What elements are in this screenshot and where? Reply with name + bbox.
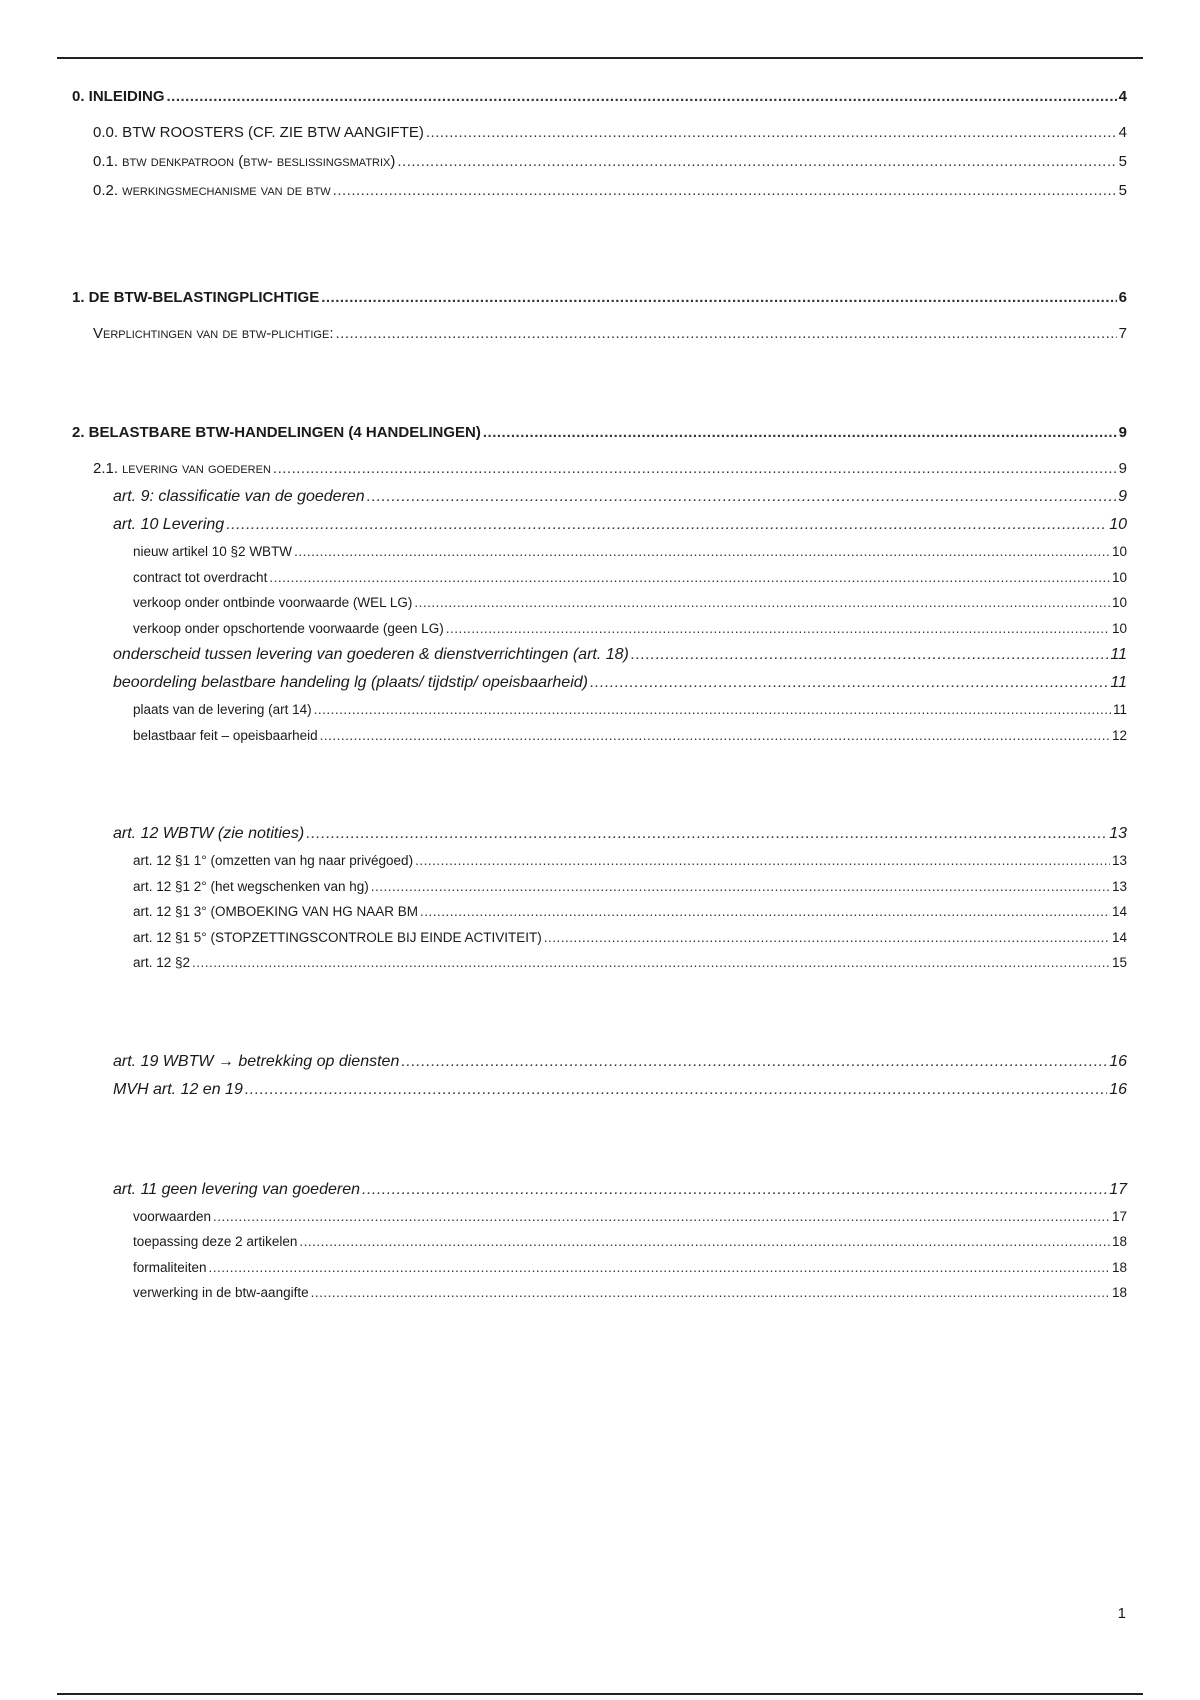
dot-leader bbox=[631, 641, 1109, 669]
dot-leader bbox=[371, 874, 1110, 900]
toc-entry-label: toepassing deze 2 artikelen bbox=[133, 1234, 298, 1249]
toc-entry-label: art. 11 geen levering van goederen bbox=[113, 1180, 360, 1198]
toc-entry[interactable] bbox=[72, 319, 1127, 348]
toc-entry-label: nieuw artikel 10 §2 WBTW bbox=[133, 544, 293, 559]
toc-entry-label: belastbaar feit – opeisbaarheid bbox=[133, 727, 318, 743]
dot-leader bbox=[415, 848, 1110, 874]
dot-leader bbox=[320, 723, 1110, 749]
toc-entry[interactable] bbox=[72, 950, 1127, 976]
toc-entry-label: art. 12 §1 2° (het wegschenken van hg) bbox=[133, 878, 369, 894]
toc-entry[interactable] bbox=[72, 899, 1127, 925]
dot-leader bbox=[213, 1204, 1110, 1230]
toc-entry-page: 4 bbox=[1118, 88, 1127, 105]
dot-leader bbox=[401, 1048, 1107, 1076]
toc-entry-page: 9 bbox=[1118, 424, 1127, 441]
dot-leader bbox=[446, 616, 1110, 642]
toc-entry[interactable] bbox=[72, 697, 1127, 723]
toc-entry[interactable] bbox=[72, 925, 1127, 951]
toc-entry[interactable] bbox=[72, 1076, 1127, 1104]
toc-entry-page: 9 bbox=[1118, 460, 1127, 477]
toc-entry-page: 5 bbox=[1118, 182, 1127, 199]
toc-entry-label: 0.0. BTW ROOSTERS (CF. ZIE BTW AANGIFTE) bbox=[93, 124, 424, 141]
toc-entry-page: 10 bbox=[1111, 595, 1127, 610]
toc-entry-page: 14 bbox=[1111, 904, 1127, 919]
dot-leader bbox=[209, 1255, 1110, 1281]
toc-entry-label: art. 12 §1 1° (omzetten van hg naar privégoed) bbox=[133, 853, 414, 868]
toc-entry-label: art. 9: classificatie van de goederen bbox=[113, 488, 365, 505]
toc-entry-label: art. 12 §1 3° (OMBOEKING VAN HG NAAR BM bbox=[133, 904, 418, 919]
dot-leader bbox=[306, 820, 1107, 848]
toc-entry[interactable] bbox=[72, 1229, 1127, 1255]
toc-entry-page: 10 bbox=[1111, 569, 1127, 585]
toc-entry-page: 10 bbox=[1109, 516, 1127, 533]
toc-entry[interactable] bbox=[72, 1048, 1127, 1076]
dot-leader bbox=[397, 147, 1116, 176]
dot-leader bbox=[483, 420, 1117, 446]
dot-leader bbox=[336, 319, 1117, 348]
toc-entry-page: 16 bbox=[1109, 1052, 1127, 1070]
toc-entry[interactable] bbox=[72, 118, 1127, 147]
toc-entry[interactable] bbox=[72, 1176, 1127, 1204]
toc-entry-label: onderscheid tussen levering van goederen & dienstverrichtingen (art. 18) bbox=[113, 646, 629, 663]
toc-entry-label: voorwaarden bbox=[133, 1208, 212, 1224]
toc-entry-label: art. 19 WBTW → betrekking op diensten bbox=[113, 1052, 400, 1070]
dot-leader bbox=[245, 1076, 1107, 1104]
dot-leader bbox=[590, 669, 1108, 697]
toc-entry-page: 9 bbox=[1118, 488, 1127, 505]
toc-entry[interactable] bbox=[72, 483, 1127, 511]
toc-entry-page: 6 bbox=[1118, 289, 1127, 306]
toc-entry-label: 2. BELASTBARE BTW-HANDELINGEN (4 HANDELINGEN) bbox=[72, 424, 481, 441]
toc-entry[interactable] bbox=[72, 420, 1127, 446]
dot-leader bbox=[420, 899, 1110, 925]
toc-entry-label: art. 12 §2 bbox=[133, 955, 191, 970]
dot-leader bbox=[362, 1176, 1107, 1204]
dot-leader bbox=[414, 590, 1110, 616]
toc-entry[interactable] bbox=[72, 616, 1127, 642]
dot-leader bbox=[192, 950, 1110, 976]
toc-entry-page: 10 bbox=[1111, 620, 1127, 636]
dot-leader bbox=[299, 1229, 1110, 1255]
toc-entry[interactable] bbox=[72, 723, 1127, 749]
toc-entry-label: verkoop onder ontbinde voorwaarde (WEL LG) bbox=[133, 595, 413, 610]
toc-entry-label: 0.1. btw denkpatroon (btw- beslissingsmatrix) bbox=[93, 153, 396, 170]
toc-entry[interactable] bbox=[72, 669, 1127, 697]
toc-entry-page: 5 bbox=[1118, 153, 1127, 170]
toc-entry[interactable] bbox=[72, 565, 1127, 591]
dot-leader bbox=[311, 1280, 1110, 1306]
toc-entry[interactable] bbox=[72, 285, 1127, 311]
toc-entry-label: beoordeling belastbare handeling lg (plaats/ tijdstip/ opeisbaarheid) bbox=[113, 674, 588, 691]
toc-entry[interactable] bbox=[72, 641, 1127, 669]
header-rule bbox=[57, 57, 1143, 59]
toc-entry-label: contract tot overdracht bbox=[133, 569, 268, 585]
toc-entry-page: 18 bbox=[1111, 1259, 1127, 1275]
toc-entry[interactable] bbox=[72, 820, 1127, 848]
toc-entry-label: verwerking in de btw-aangifte bbox=[133, 1285, 309, 1300]
toc-entry-label: verkoop onder opschortende voorwaarde (geen LG) bbox=[133, 620, 444, 636]
dot-leader bbox=[226, 511, 1107, 539]
toc-entry-page: 11 bbox=[1110, 674, 1127, 691]
table-of-contents bbox=[72, 84, 1127, 1306]
toc-entry-page: 4 bbox=[1118, 124, 1127, 141]
toc-entry[interactable] bbox=[72, 1280, 1127, 1306]
dot-leader bbox=[321, 285, 1116, 311]
dot-leader bbox=[269, 565, 1110, 591]
dot-leader bbox=[314, 697, 1111, 723]
toc-entry-page: 16 bbox=[1109, 1080, 1127, 1098]
toc-entry-page: 17 bbox=[1111, 1208, 1127, 1224]
toc-entry-page: 7 bbox=[1118, 325, 1127, 342]
toc-entry-label: 0.2. werkingsmechanisme van de btw bbox=[93, 182, 331, 199]
toc-entry[interactable] bbox=[72, 1204, 1127, 1230]
toc-entry-page: 13 bbox=[1111, 853, 1127, 868]
toc-entry-page: 18 bbox=[1111, 1234, 1127, 1249]
toc-entry-label: art. 10 Levering bbox=[113, 516, 225, 533]
toc-entry[interactable] bbox=[72, 454, 1127, 483]
page-number: 1 bbox=[1117, 1605, 1126, 1622]
toc-entry[interactable] bbox=[72, 539, 1127, 565]
toc-entry-label: art. 12 WBTW (zie notities) bbox=[113, 825, 305, 842]
toc-entry-label: 1. DE BTW-BELASTINGPLICHTIGE bbox=[72, 289, 320, 306]
toc-entry[interactable] bbox=[72, 590, 1127, 616]
toc-entry-page: 13 bbox=[1111, 878, 1127, 894]
toc-entry-page: 14 bbox=[1111, 929, 1127, 945]
dot-leader bbox=[294, 539, 1110, 565]
toc-entry-page: 10 bbox=[1111, 544, 1127, 559]
dot-leader bbox=[333, 176, 1117, 205]
toc-entry-page: 11 bbox=[1112, 702, 1127, 717]
toc-entry[interactable] bbox=[72, 147, 1127, 176]
toc-entry-label: 0. INLEIDING bbox=[72, 88, 165, 105]
toc-entry[interactable] bbox=[72, 176, 1127, 205]
toc-entry-label: 2.1. levering van goederen bbox=[93, 460, 271, 477]
toc-entry-page: 13 bbox=[1109, 825, 1127, 842]
toc-entry-label: art. 12 §1 5° (STOPZETTINGSCONTROLE BIJ EINDE ACTIVITEIT) bbox=[133, 929, 542, 945]
toc-entry-page: 17 bbox=[1109, 1180, 1127, 1198]
dot-leader bbox=[273, 454, 1117, 483]
toc-entry-label: plaats van de levering (art 14) bbox=[133, 702, 312, 717]
dot-leader bbox=[544, 925, 1110, 951]
toc-entry[interactable] bbox=[72, 511, 1127, 539]
dot-leader bbox=[167, 84, 1117, 110]
toc-entry[interactable] bbox=[72, 84, 1127, 110]
toc-entry-page: 12 bbox=[1111, 727, 1127, 743]
dot-leader bbox=[426, 118, 1117, 147]
toc-entry-label: MVH art. 12 en 19 bbox=[113, 1080, 243, 1098]
toc-entry-label: formaliteiten bbox=[133, 1259, 207, 1275]
toc-entry-page: 18 bbox=[1111, 1285, 1127, 1300]
toc-entry-page: 11 bbox=[1110, 646, 1127, 663]
toc-entry-label: Verplichtingen van de btw-plichtige: bbox=[93, 325, 334, 342]
dot-leader bbox=[367, 483, 1116, 511]
toc-entry[interactable] bbox=[72, 1255, 1127, 1281]
toc-entry[interactable] bbox=[72, 874, 1127, 900]
toc-entry[interactable] bbox=[72, 848, 1127, 874]
footer-rule bbox=[57, 1693, 1143, 1695]
toc-entry-page: 15 bbox=[1111, 955, 1127, 970]
